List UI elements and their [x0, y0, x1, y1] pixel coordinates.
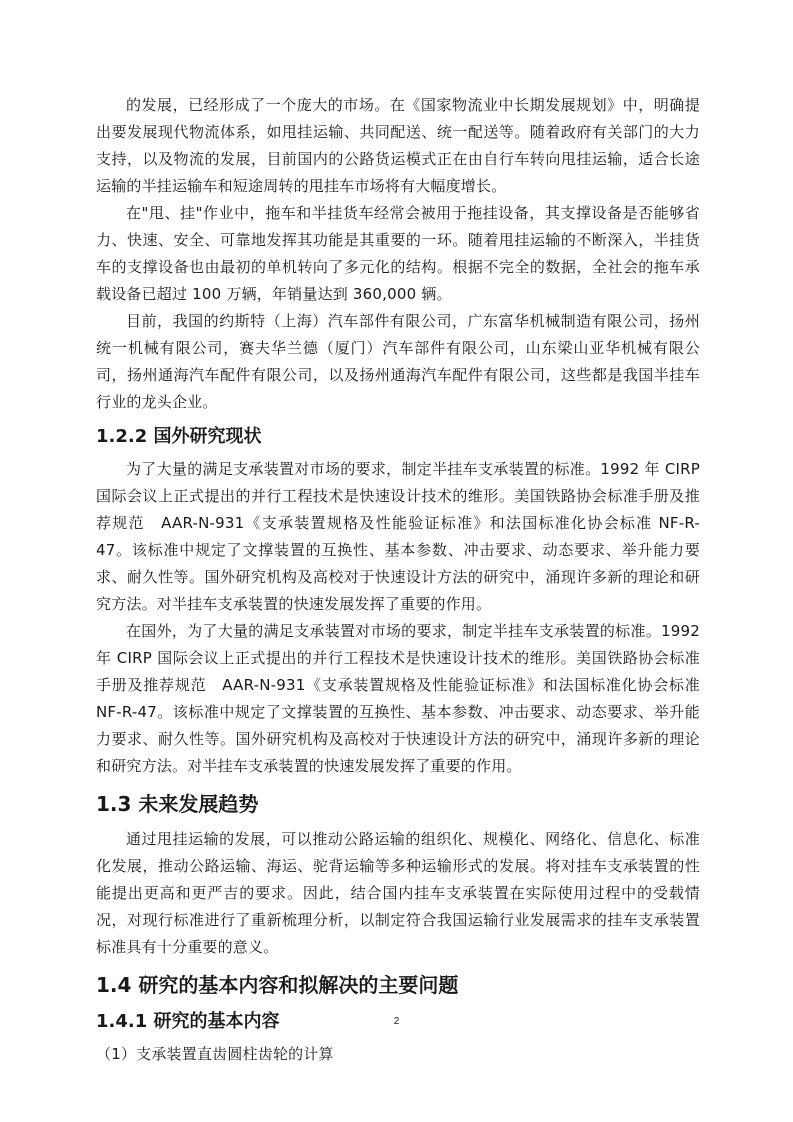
heading-future-trends: 1.3 未来发展趋势 — [96, 792, 259, 816]
page-body — [96, 92, 700, 1068]
paragraph-foreign-standards-2: 在国外，为了大量的满足支承装置对市场的要求，制定半挂车支承装置的标准。1992 年 CIRP 国际会议上正式提出的并行工程技术是快速设计技术的维形。美国铁路协会标准手册及推荐规范 AAR-N-931《支承装置规格及性能验证标准》和法国标准化协会标准 NF-R-47。该标准中规定了文撑装置的互换性、基本参数、冲击要求、动态要求、举升能力要求、耐久性等。国外研究机构及高校对于快速设计方法的研究中，涌现许多新的理论和研究方法。对半挂车支承装置的快速发展发挥了重要的作用。 — [96, 622, 700, 775]
heading-basic-research-content: 1.4.1 研究的基本内容 — [96, 1011, 280, 1032]
paragraph-future-trends: 通过甩挂运输的发展，可以推动公路运输的组织化、规模化、网络化、信息化、标准化发展，推动公路运输、海运、驼背运输等多种运输形式的发展。将对挂车支承装置的性能提出更高和更严吉的要求。因此，结合国内挂车支承装置在实际使用过程中的受载情况，对现行标准进行了重新梳理分析，以制定符合我国运输行业发展需求的挂车支承装置标准具有十分重要的意义。 — [96, 830, 700, 956]
list-item-gear-calculation: （1）支承装置直齿圆柱齿轮的计算 — [96, 1045, 334, 1063]
paragraph-swap-operation: 在"甩、挂"作业中，拖车和半挂货车经常会被用于拖挂设备，其支撑设备是否能够省力、快速、安全、可靠地发挥其功能是其重要的一环。随着甩挂运输的不断深入，半挂货车的支撑设备也由最初的单机转向了多元化的结构。根据不完全的数据，全社会的拖车承载设备已超过 100 万辆，年销量达到 360,000 辆。 — [96, 204, 700, 303]
heading-research-content-problems: 1.4 研究的基本内容和拟解决的主要问题 — [96, 973, 459, 997]
heading-foreign-research-status: 1.2.2 国外研究现状 — [96, 426, 262, 447]
paragraph-market-development: 的发展，已经形成了一个庞大的市场。在《国家物流业中长期发展规划》中，明确提出要发展现代物流体系，如甩挂运输、共同配送、统一配送等。随着政府有关部门的大力支持，以及物流的发展，目前国内的公路货运模式正在由自行车转向甩挂运输，适合长途运输的半挂运输车和短途周转的甩挂车市场将有大幅度增长。 — [96, 96, 700, 195]
paragraph-foreign-standards-1: 为了大量的满足支承装置对市场的要求，制定半挂车支承装置的标准。1992 年 CIRP 国际会议上正式提出的并行工程技术是快速设计技术的维形。美国铁路协会标准手册及推荐规范 AAR-N-931《支承装置规格及性能验证标准》和法国标准化协会标准 NF-R-47。该标准中规定了文撑装置的互换性、基本参数、冲击要求、动态要求、举升能力要求、耐久性等。国外研究机构及高校对于快速设计方法的研究中，涌现许多新的理论和研究方法。对半挂车支承装置的快速发展发挥了重要的作用。 — [96, 460, 700, 613]
page-number: 2 — [393, 1016, 400, 1027]
paragraph-domestic-companies: 目前，我国的约斯特（上海）汽车部件有限公司，广东富华机械制造有限公司，扬州统一机械有限公司，赛夫华兰德（厦门）汽车部件有限公司，山东梁山亚华机械有限公司，扬州通海汽车配件有限公司，以及扬州通海汽车配件有限公司，这些都是我国半挂车行业的龙头企业。 — [96, 312, 700, 411]
